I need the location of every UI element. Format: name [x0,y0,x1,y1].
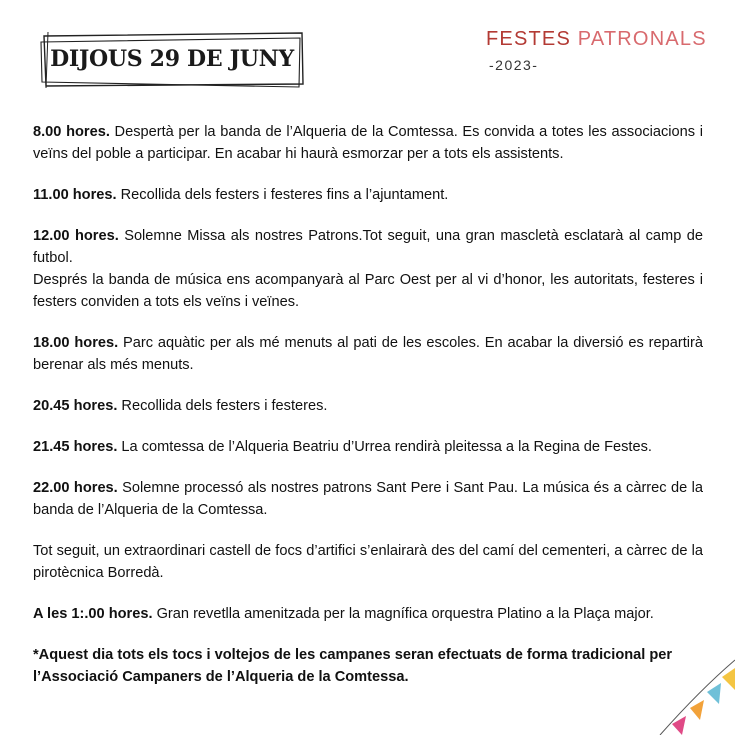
event-time: 20.45 hores. [33,398,118,414]
bunting-flag [707,683,721,704]
event-time: 21.45 hores. [33,439,118,455]
event-text-continued: Després la banda de música ens acompanyarà al Parc Oest per al vi d’honor, les autoritats, festeres i festers conviden a tots els veïns i veïnes. [33,272,703,310]
event-time: 8.00 hores. [33,124,110,140]
event-time: 12.00 hores. [33,228,119,244]
event-time: 11.00 hores. [33,187,117,203]
festes-year: -2023- [489,57,539,73]
event-text: Parc aquàtic per als mé menuts al pati de les escoles. En acabar la diversió es repartirà berenar als més menuts. [33,335,703,373]
event-text: Gran revetlla amenitzada per la magnífica orquestra Platino a la Plaça major. [152,606,654,622]
event-text: Solemne processó als nostres patrons Sant Pere i Sant Pau. La música és a càrrec de la banda de l’Alqueria de la Comtessa. [33,480,703,518]
event-text: Recollida dels festers i festeres. [117,398,328,414]
event-text: Tot seguit, un extraordinari castell de focs d’artifici s’enlairarà des del camí del cementeri, a càrrec de la pirotècnica Borredà. [33,543,703,581]
event-text: Recollida dels festers i festeres fins a l’ajuntament. [116,187,449,203]
bunting-flag [690,700,704,720]
event-time: A les 1:.00 hores. [33,606,153,622]
event-time: 18.00 hores. [33,335,119,351]
event-text: Solemne Missa als nostres Patrons.Tot seguit, una gran mascletà esclatarà al camp de futbol. [33,228,703,266]
event-text: Despertà per la banda de l’Alqueria de la Comtessa. Es convida a totes les associacions i veïns del poble a participar. En acabar hi haurà esmorzar per a tots els assistents. [33,124,703,162]
date-title: DIJOUS 29 DE JUNY [50,46,294,72]
event-time: 22.00 hores. [33,480,118,496]
campanes-note: *Aquest dia tots els tocs i voltejos de les campanes seran efectuats de forma tradicional per l’Associació Campaners de l’Alqueria de la Comtessa. [33,647,673,685]
festes-word: FESTES [486,28,571,50]
event-text: La comtessa de l’Alqueria Beatriu d’Urrea rendirà pleitessa a la Regina de Festes. [117,439,652,455]
patronals-word: PATRONALS [577,28,707,50]
bunting-flag [722,668,735,690]
